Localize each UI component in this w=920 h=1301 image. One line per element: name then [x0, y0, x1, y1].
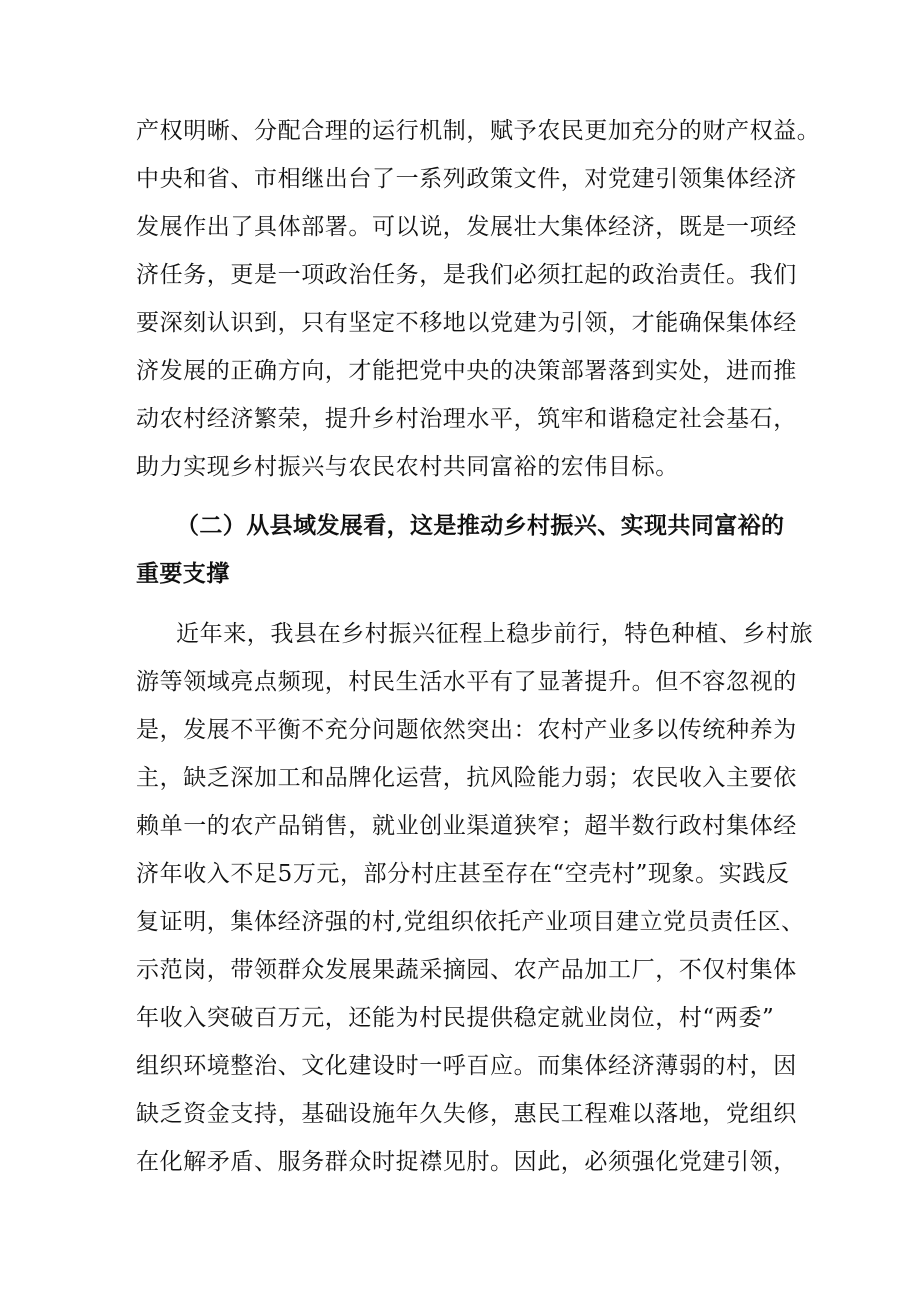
text-line: 主，缺乏深加工和品牌化运营，抗风险能力弱；农民收入主要依 — [136, 765, 797, 791]
text-line: 动农村经济繁荣，提升乡村治理水平，筑牢和谐稳定社会基石， — [136, 406, 797, 432]
text-line: 济发展的正确方向，才能把党中央的决策部署落到实处，进而推 — [136, 358, 797, 384]
text-line: 产权明晰、分配合理的运行机制，赋予农民更加充分的财产权益。 — [136, 118, 821, 144]
text-line: 中央和省、市相继出台了一系列政策文件，对党建引领集体经济 — [136, 166, 797, 192]
text-line: 要深刻认识到，只有坚定不移地以党建为引领，才能确保集体经 — [136, 310, 797, 336]
text-line: 助力实现乡村振兴与农民农村共同富裕的宏伟目标。 — [136, 454, 679, 480]
text-line: 发展作出了具体部署。可以说，发展壮大集体经济，既是一项经 — [136, 214, 797, 240]
text-line: 是，发展不平衡不充分问题依然突出：农村产业多以传统种养为 — [136, 717, 797, 743]
text-line: 缺乏资金支持，基础设施年久失修，惠民工程难以落地，党组织 — [136, 1101, 797, 1127]
text-line: 济年收入不足5万元，部分村庄甚至存在“空壳村”现象。实践反 — [136, 861, 790, 887]
text-line: 年收入突破百万元，还能为村民提供稳定就业岗位，村“两委” — [136, 1005, 775, 1031]
text-line: 示范岗，带领群众发展果蔬采摘园、农产品加工厂，不仅村集体 — [136, 957, 797, 983]
text-line: 组织环境整治、文化建设时一呼百应。而集体经济薄弱的村，因 — [136, 1053, 797, 1079]
text-line: 复证明，集体经济强的村,党组织依托产业项目建立党员责任区、 — [136, 909, 805, 935]
text-line: 济任务，更是一项政治任务，是我们必须扛起的政治责任。我们 — [136, 262, 797, 288]
heading-line: （二）从县域发展看，这是推动乡村振兴、实现共同富裕的 — [176, 513, 785, 539]
heading-line: 重要支撑 — [136, 561, 230, 587]
text-line: 游等领域亮点频现，村民生活水平有了显著提升。但不容忽视的 — [136, 669, 797, 695]
text-line: 在化解矛盾、服务群众时捉襟见肘。因此，必须强化党建引领， — [136, 1149, 797, 1175]
text-line: 赖单一的农产品销售，就业创业渠道狭窄；超半数行政村集体经 — [136, 813, 797, 839]
text-line: 近年来，我县在乡村振兴征程上稳步前行，特色种植、乡村旅 — [176, 621, 814, 647]
